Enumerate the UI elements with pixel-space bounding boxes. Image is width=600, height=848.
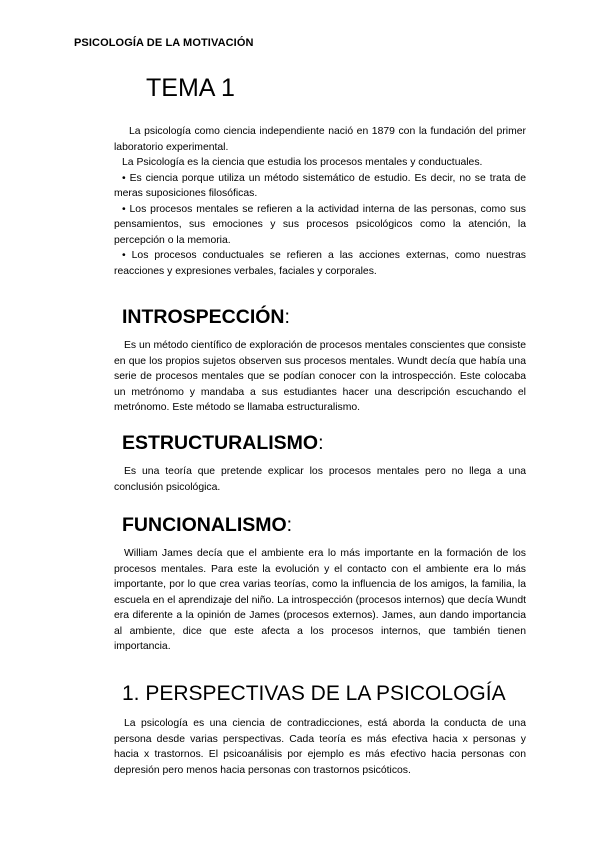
introspeccion-heading — [122, 306, 290, 329]
introspeccion-paragraph: Es un método científico de exploración de procesos mentales conscientes que consiste en que los propios sujetos observen sus procesos mentales. Wundt decía que había una serie de procesos mentales que se podían conocer con la introspección. Este colocaba un metrónomo y mandaba a sus estudiantes hacer una descripción escuchando el metrónomo. Este método se llamaba estructuralismo. — [114, 340, 527, 413]
funcionalismo-heading — [122, 514, 292, 537]
introspeccion-heading-colon: : — [284, 306, 290, 328]
perspectivas-paragraph: La psicología es una ciencia de contradicciones, está aborda la conducta de una persona desde varias perspectivas. Cada teoría es más efectiva hacia x personas y hacia x trastornos. El psicoanálisis por ejemplo es más efectivo hacia personas con depresión pero menos hacia personas con trastornos psicóticos. — [114, 718, 526, 776]
estructuralismo-paragraph: Es una teoría que pretende explicar los procesos mentales pero no llega a una conclusión psicológica. — [114, 466, 526, 493]
funcionalismo-heading-text: FUNCIONALISMO — [122, 514, 287, 536]
perspectivas-section — [114, 716, 526, 778]
intro-bullet-1: • Es ciencia porque utiliza un método sistemático de estudio. Es decir, no se trata de meras suposiciones filosóficas. — [114, 172, 526, 199]
estructuralismo-section — [114, 464, 526, 495]
introspeccion-heading-text: INTROSPECCIÓN — [122, 306, 285, 328]
estructuralismo-heading-colon: : — [318, 432, 324, 454]
perspectivas-heading: 1. PERSPECTIVAS DE LA PSICOLOGÍA — [122, 682, 506, 705]
intro-paragraph-2: La Psicología es la ciencia que estudia los procesos mentales y conductuales. — [122, 157, 483, 168]
estructuralismo-heading — [122, 432, 324, 455]
intro-section — [114, 124, 526, 279]
funcionalismo-heading-colon: : — [286, 514, 293, 536]
tema-title: TEMA 1 — [146, 74, 235, 102]
introspeccion-section — [114, 338, 526, 416]
document-header: PSICOLOGÍA DE LA MOTIVACIÓN — [74, 37, 254, 49]
estructuralismo-heading-text: ESTRUCTURALISMO — [122, 432, 319, 454]
intro-bullet-3: • Los procesos conductuales se refieren a las acciones externas, como nuestras reacciones y expresiones verbales, faciales y corporales. — [114, 250, 526, 277]
intro-paragraph-1: La psicología como ciencia independiente nació en 1879 con la fundación del primer laboratorio experimental. — [114, 126, 526, 153]
intro-bullet-2: • Los procesos mentales se refieren a la actividad interna de las personas, como sus pensamientos, sus emociones y sus procesos psicológicos como la atención, la percepción o la memoria. — [114, 203, 526, 246]
funcionalismo-section — [114, 546, 526, 655]
funcionalismo-paragraph: William James decía que el ambiente era lo más importante en la formación de los procesos mentales. Para este la evolución y el contacto con el ambiente era lo más importante, por lo que crea varias teorías, como la influencia de los amigos, la familia, la escuela en el aprendizaje del niño. La introspección (procesos internos) que decía Wundt era diferente a la opinión de James (procesos externos). James, aun dando importancia al ambiente, dice que este afecta a los procesos internos, que también tienen importancia. — [114, 548, 526, 652]
